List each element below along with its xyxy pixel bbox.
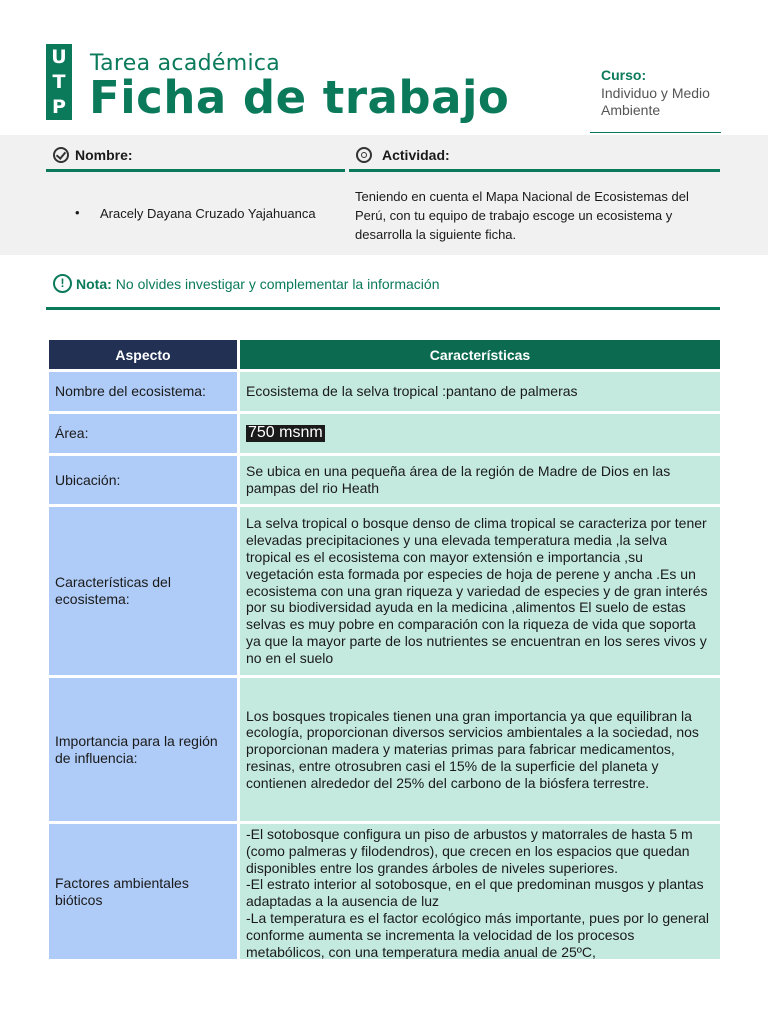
note-label: Nota: (76, 275, 112, 292)
activity-field-heading (356, 142, 450, 168)
value-cell: Ecosistema de la selva tropical :pantano de palmeras (240, 372, 720, 411)
value-cell (240, 414, 720, 453)
activity-description: Teniendo en cuenta el Mapa Nacional de Ecosistemas del Perú, con tu equipo de trabajo escoge un ecosistema y desarrolla la siguiente ficha. (355, 189, 689, 242)
document-subtitle: Tarea académica (90, 51, 281, 76)
exclamation-circle-icon: ! (53, 274, 72, 293)
note-line (53, 274, 439, 293)
ecosystem-table (49, 340, 720, 959)
name-field-divider (46, 169, 345, 172)
table-row (49, 372, 720, 411)
value-cell: Se ubica en una pequeña área de la región de Madre de Dios en las pampas del rio Heath (240, 456, 720, 504)
activity-label: Actividad: (382, 147, 450, 163)
activity-field-divider (349, 169, 720, 172)
name-label: Nombre: (75, 147, 133, 163)
target-icon (356, 147, 372, 163)
student-name: Aracely Dayana Cruzado Yajahuanca (100, 206, 316, 221)
check-circle-icon (53, 147, 69, 163)
aspect-cell: Nombre del ecosistema: (49, 372, 237, 411)
aspect-cell: Factores ambientales bióticos (49, 824, 237, 959)
note-text: No olvides investigar y complementar la información (115, 275, 440, 292)
aspect-cell: Área: (49, 414, 237, 453)
value-cell: -El sotobosque configura un piso de arbustos y matorrales de hasta 5 m (como palmeras y filodendros), que crecen en los espacios que quedan disponibles entre los grandes árboles de niveles superiores. -El estrato interior al sotobosque, en el que predominan musgos y plantas adaptadas a la ausencia de luz -La temperatura es el factor ecológico más importante, pues por lo general conforme aumenta se incrementa la velocidad de los procesos metabólicos, con una temperatura media anual de 25ºC, (240, 824, 720, 959)
name-field-heading (53, 142, 133, 168)
column-header-characteristics: Características (240, 340, 720, 369)
document-title: Ficha de trabajo (89, 71, 510, 124)
aspect-cell: Ubicación: (49, 456, 237, 504)
note-divider (46, 307, 720, 310)
table-row (49, 824, 720, 959)
value-cell: La selva tropical o bosque denso de clima tropical se caracteriza por tener elevadas precipitaciones y una elevada temperatura media ,la selva tropical es el ecosistema con mayor extensión e importancia ,su vegetación esta formada por especies de hoja de perene y ancha .Es un ecosistema con una gran riqueza y variedad de especies y de gran interés por su biodiversidad ayuda en la medicina ,alimentos El suelo de estas selvas es muy pobre en comparación con la riqueza de vida que soporta ya que la mayor parte de los nutrientes se encuentran en los seres vivos y no en el suelo (240, 507, 720, 675)
aspect-cell: Importancia para la región de influencia: (49, 678, 237, 821)
logo-letter: U (51, 46, 67, 68)
table-row (49, 507, 720, 675)
table-row (49, 414, 720, 453)
logo-letter: T (52, 71, 66, 93)
utp-logo (46, 44, 72, 120)
table-row (49, 456, 720, 504)
aspect-cell: Características del ecosistema: (49, 507, 237, 675)
logo-letter: P (52, 96, 66, 118)
course-value: Individuo y Medio Ambiente (601, 85, 710, 118)
area-value: 750 msnm (248, 424, 323, 442)
value-cell: Los bosques tropicales tienen una gran importancia ya que equilibran la ecología, proporcionan diversos servicios ambientales a la sociedad, nos proporcionan madera y materias primas para fabricar medicamentos, resinas, entre otrosubren casi el 15% de la superficie del planeta y contienen alrededor del 25% del carbono de la biósfera terrestre. (240, 678, 720, 821)
table-header-row (49, 340, 720, 369)
student-name-item (78, 206, 316, 221)
table-row (49, 678, 720, 821)
header-divider (590, 132, 721, 133)
column-header-aspect: Aspecto (49, 340, 237, 369)
course-label: Curso: (601, 67, 647, 83)
